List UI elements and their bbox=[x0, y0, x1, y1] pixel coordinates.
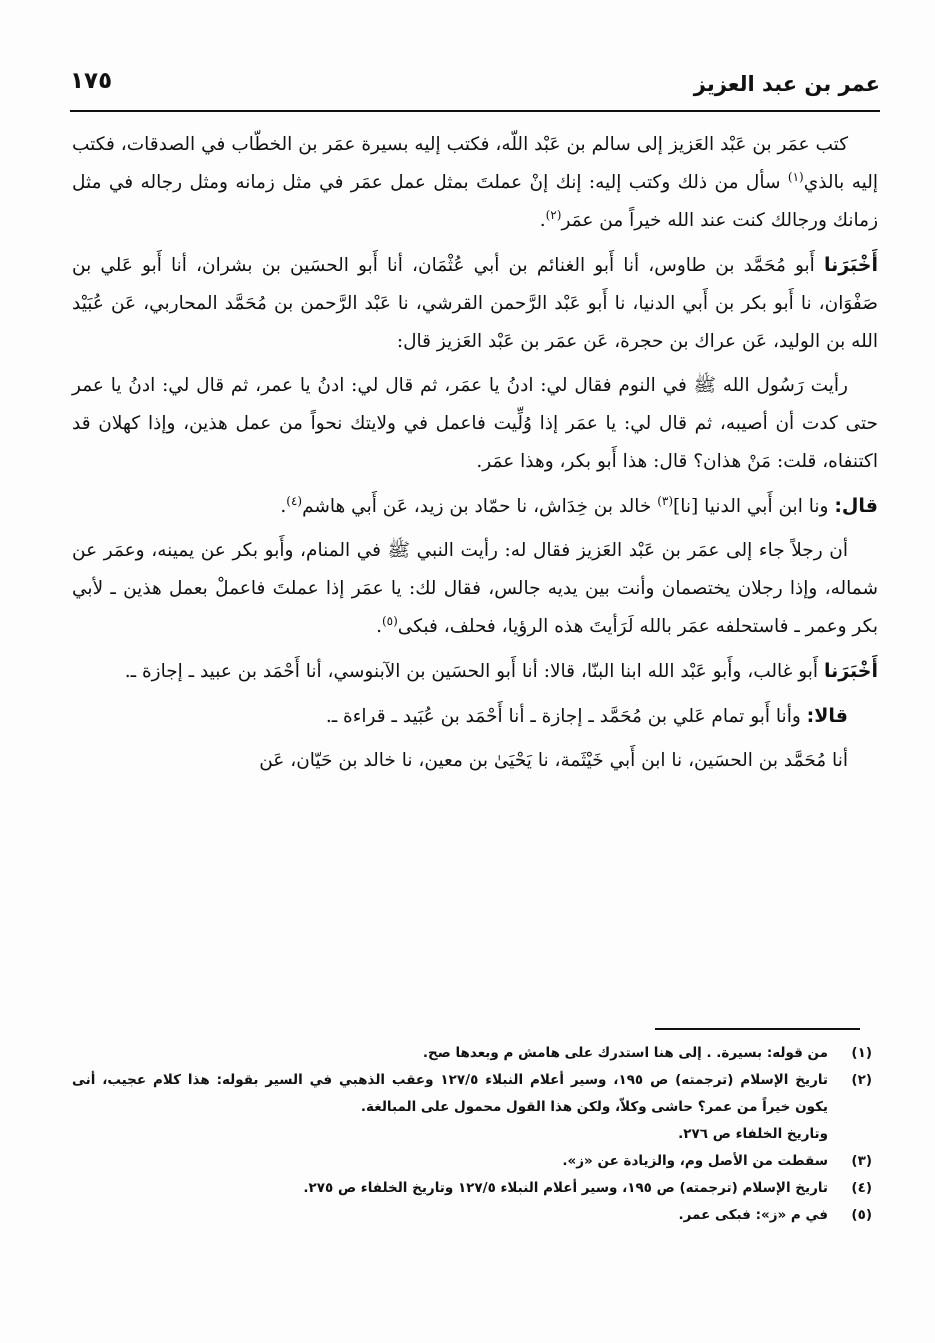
paragraph-7-text: وأنا أَبو تمام عَلي بن مُحَمَّد ـ إجازة ـ أنا أَحْمَد بن عُبَيد ـ قراءة ـ. bbox=[325, 706, 807, 727]
paragraph-6-text: أَبو غالب، وأَبو عَبْد الله ابنا البنّا، قالا: أنا أَبو الحسَين بن الآبنوسي، أنا أَحْمَد بن عبيد ـ إجازة ـ. bbox=[124, 661, 824, 682]
paragraph-4-text-c: . bbox=[280, 496, 287, 517]
paragraph-4-text-b: خالد بن خِدَاش، نا حمّاد بن زيد، عَن أَبي هاشم bbox=[302, 496, 658, 517]
paragraph-2-lead: أَخْبَرَنا bbox=[823, 254, 878, 276]
footnote-4 bbox=[72, 1175, 872, 1202]
footnote-text: سقطت من الأصل وم، والزيادة عن «ز». bbox=[562, 1153, 828, 1169]
footnote-2-continuation: وتاريخ الخلفاء ص ٢٧٦. bbox=[678, 1126, 828, 1142]
paragraph-5 bbox=[72, 532, 878, 646]
paragraph-5-text-a: أن رجلاً جاء إلى عمَر بن عَبْد العَزيز فقال له: رأيت النبي ﷺ في المنام، وأَبو بكر عن يمينه، وعمَر عن شماله، وإذا رجلان يختصمان وأنت بين يديه جالس، فقال لك: يا عمَر إذا عملتَ فاعملْ بعمل هذين ـ لأبي بكر وعمر ـ فاستحلفه عمَر بالله لَرَأيتَ هذه الرؤيا، فحلف، فبكى bbox=[72, 540, 878, 637]
paragraph-4 bbox=[72, 487, 878, 526]
paragraph-3 bbox=[72, 367, 878, 481]
paragraph-2-text: أَبو مُحَمَّد بن طاوس، أنا أَبو الغنائم بن أبي عُثْمَان، أنا أَبو الحسَين بن بشران، أنا أَبو عَلي بن صَفْوَان، نا أَبو بكر بن أَبي الدنيا، نا أَبو عَبْد الرَّحمن القرشي، نا عَبْد الرَّحمن بن مُحَمَّد المحاربي، عَن عُبَيْد الله بن الوليد، عَن عراك بن حجرة، عَن عمَر بن عَبْد العَزيز قال: bbox=[72, 255, 878, 352]
paragraph-7 bbox=[72, 697, 878, 736]
paragraph-5-text-b: . bbox=[376, 616, 382, 637]
footnote-ref-1: (١) bbox=[787, 169, 804, 184]
footnote-number: (٥) bbox=[851, 1207, 872, 1223]
paragraph-6-lead: أَخْبَرَنا bbox=[823, 660, 878, 682]
footnotes bbox=[72, 1040, 872, 1229]
running-title: عمر بن عبد العزيز bbox=[693, 72, 880, 96]
page-header bbox=[70, 62, 880, 106]
footnote-1 bbox=[72, 1040, 872, 1067]
footnote-ref-2: (٢) bbox=[545, 207, 562, 222]
footnote-ref-5: (٥) bbox=[381, 613, 398, 628]
footnote-rule bbox=[655, 1028, 860, 1030]
footnote-5 bbox=[72, 1202, 872, 1229]
paragraph-8-text: أنا مُحَمَّد بن الحسَين، نا ابن أَبي خَيْثَمة، نا يَحْيَىٰ بن معين، نا خالد بن حَيّان، عَن bbox=[259, 750, 848, 771]
paragraph-3-text: رأيت رَسُول الله ﷺ في النوم فقال لي: ادنُ يا عمَر، ثم قال لي: ادنُ يا عمر، ثم قال لي: ادنُ يا عمر حتى كدت أن أصيبه، ثم قال لي: يا عمَر إذا وُلِّيت فاعمل في ولايتك نحواً من عمل هذين، وإذا كهلان قد اكتنفاه، قلت: مَنْ هذان؟ قال: هذا أَبو بكر، وهذا عمَر. bbox=[72, 375, 878, 472]
paragraph-8 bbox=[72, 742, 878, 780]
footnote-ref-4: (٤) bbox=[286, 493, 303, 508]
paragraph-7-lead: قالا: bbox=[806, 705, 848, 727]
footnote-3 bbox=[72, 1148, 872, 1175]
paragraph-1 bbox=[72, 126, 878, 240]
header-rule bbox=[70, 110, 880, 112]
footnote-number: (١) bbox=[851, 1045, 872, 1061]
footnote-ref-3: (٣) bbox=[657, 493, 674, 508]
main-text bbox=[72, 126, 878, 786]
paragraph-6 bbox=[72, 652, 878, 691]
paragraph-4-lead: قال: bbox=[834, 495, 878, 517]
footnote-text: تاريخ الإسلام (ترجمته) ص ١٩٥، وسير أعلام النبلاء ١٢٧/٥ وتاريخ الخلفاء ص ٢٧٥. bbox=[303, 1180, 828, 1196]
footnote-2 bbox=[72, 1067, 872, 1121]
paragraph-4-text-a: ونا ابن أَبي الدنيا [نا] bbox=[673, 496, 835, 517]
footnote-text: تاريخ الإسلام (ترجمته) ص ١٩٥، وسير أعلام النبلاء ١٢٧/٥ وعقب الذهبي في السير بقوله: هذا كلام عجيب، أنى يكون خيراً من عمر؟ حاشى وكلاّ، ولكن هذا القول محمول على المبالغة. bbox=[72, 1072, 828, 1115]
page-number: ١٧٥ bbox=[70, 68, 113, 94]
footnote-text: في م «ز»: فبكى عمر. bbox=[678, 1207, 828, 1223]
footnote-number: (٣) bbox=[851, 1153, 872, 1169]
paragraph-2 bbox=[72, 246, 878, 361]
footnote-number: (٤) bbox=[851, 1180, 872, 1196]
paragraph-1-text-a: كتب عمَر بن عَبْد العَزيز إلى سالم بن عَبْد اللّه، فكتب إليه بسيرة عمَر بن الخطّاب في الصدقات، فكتب إليه بالذي bbox=[72, 134, 878, 193]
paragraph-1-text-c: . bbox=[539, 210, 546, 231]
paragraph-1-text-b: سأل من ذلك وكتب إليه: إنك إنْ عملتَ بمثل عمل عمَر في مثل زمانه ومثل رجاله في مثل زمانك ورجالك كنت عند الله خيراً من عمَر bbox=[72, 172, 878, 231]
footnote-number: (٢) bbox=[851, 1072, 872, 1088]
footnote-text: من قوله: بسيرة. . إلى هنا استدرك على هامش م وبعدها صح. bbox=[422, 1045, 828, 1061]
